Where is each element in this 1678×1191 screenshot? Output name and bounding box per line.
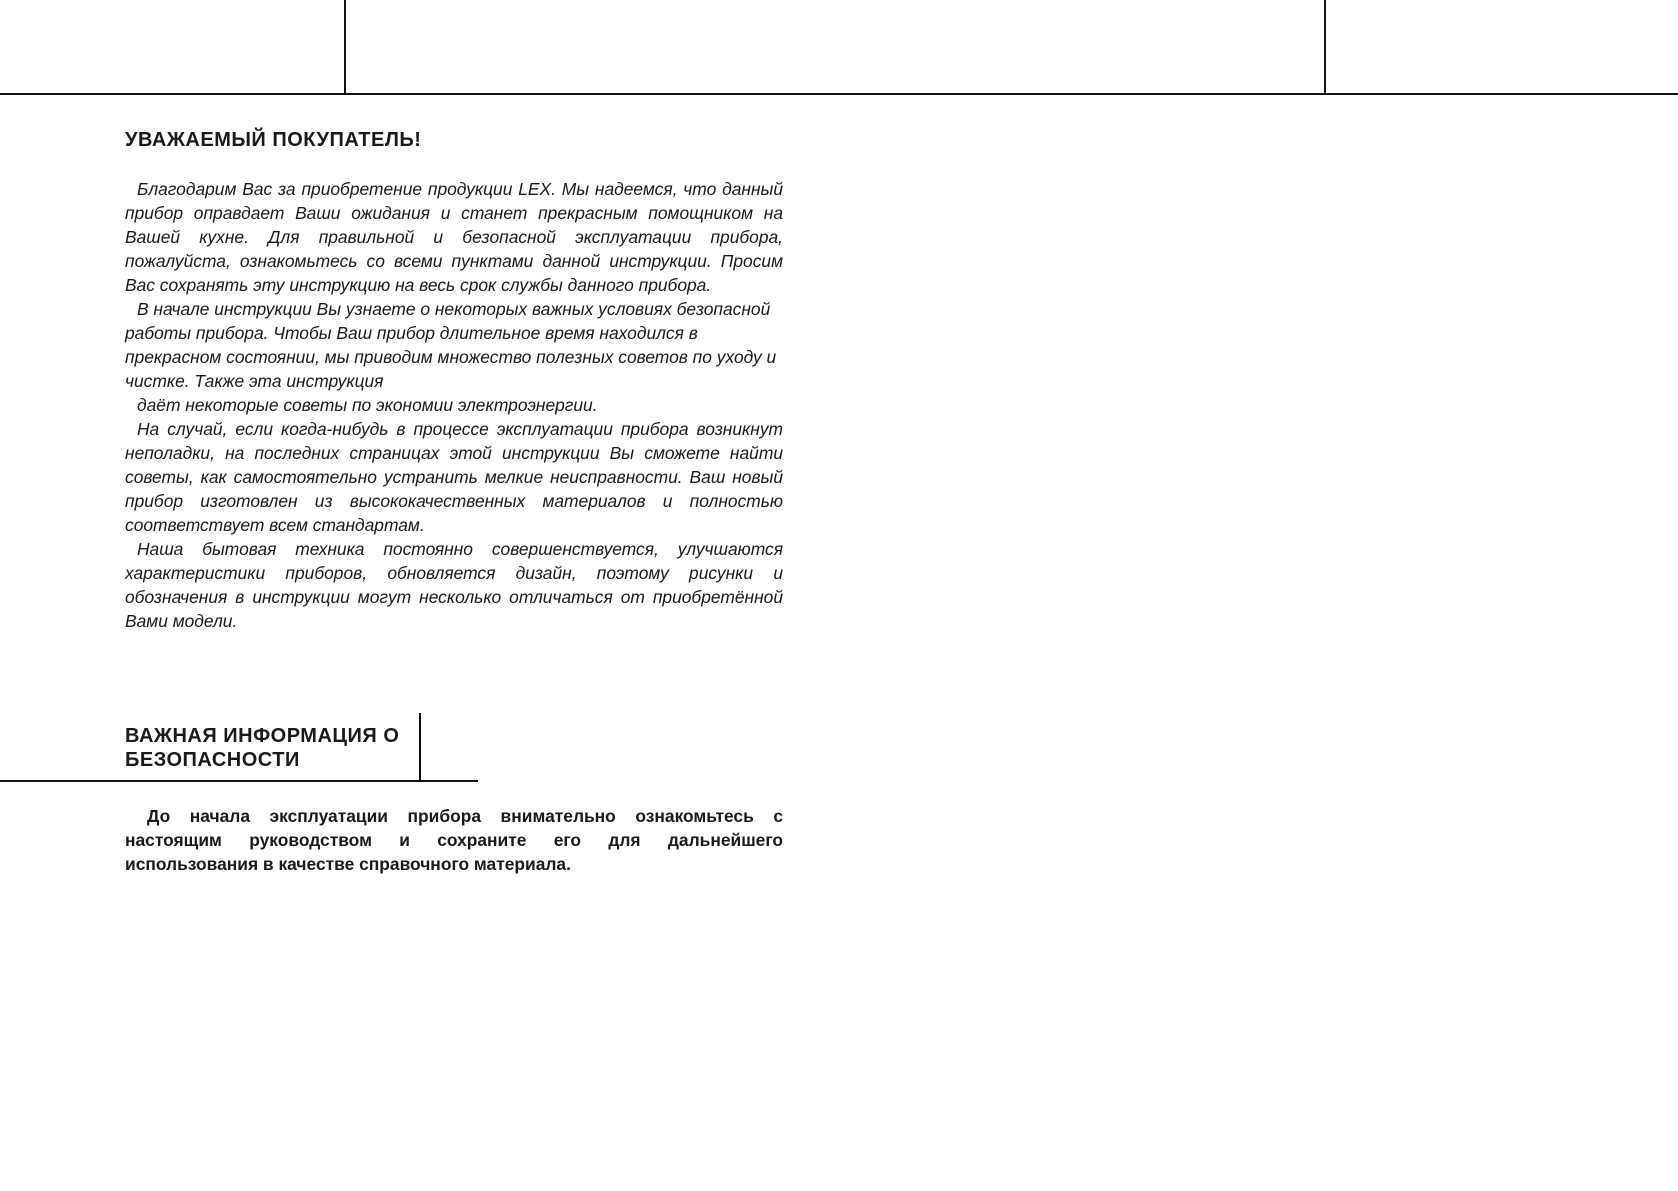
greeting-title: УВАЖАЕМЫЙ ПОКУПАТЕЛЬ! bbox=[125, 129, 422, 151]
greeting-paragraph-thanks: Благодарим Вас за приобретение продукции LEX. Мы надеемся, что данный прибор оправдает Ваши ожидания и станет прекрасным помощником на Вашей кухне. Для правильной и безопасной эксплуатации прибора, пожалуйста, ознакомьтесь со всеми пунктами данной инструкции. Просим Вас сохранять эту инструкцию на весь срок службы данного прибора. bbox=[125, 179, 783, 295]
safety-notice: До начала эксплуатации прибора внимательно ознакомьтесь с настоящим руководством и сохраните его для дальнейшего использования в качестве справочного материала. bbox=[125, 806, 783, 874]
greeting-paragraph-troubleshooting: На случай, если когда-нибудь в процессе эксплуатации прибора возникнут неполадки, на последних страницах этой инструкции Вы сможете найти советы, как самостоятельно устранить мелкие неисправности. Ваш новый прибор изготовлен из высококачественных материалов и полностью соответствует всем стандартам. bbox=[125, 419, 783, 535]
greeting-body bbox=[125, 177, 783, 633]
greeting-paragraph-design-changes: Наша бытовая техника постоянно совершенствуется, улучшаются характеристики приборов, обновляется дизайн, поэтому рисунки и обозначения в инструкции могут несколько отличаться от приобретённой Вами модели. bbox=[125, 539, 783, 631]
safety-title-vertical-rule bbox=[419, 713, 421, 782]
header-column-divider-right bbox=[1324, 0, 1326, 95]
header-column-divider-left bbox=[344, 0, 346, 95]
safety-section-title bbox=[125, 724, 399, 772]
greeting-paragraph-safety-tips: В начале инструкции Вы узнаете о некоторых важных условиях безопасной работы прибора. Чтобы Ваш прибор длительное время находился в прекрасном состоянии, мы приводим множество полезных советов по уходу и чистке. Также эта инструкция bbox=[125, 299, 777, 391]
safety-title-line-1: ВАЖНАЯ ИНФОРМАЦИЯ О bbox=[125, 725, 400, 747]
header-divider-line bbox=[0, 93, 1678, 95]
safety-title-line-2: БЕЗОПАСНОСТИ bbox=[125, 749, 300, 771]
safety-title-underline bbox=[0, 780, 478, 782]
greeting-paragraph-energy: даёт некоторые советы по экономии электроэнергии. bbox=[137, 395, 598, 415]
